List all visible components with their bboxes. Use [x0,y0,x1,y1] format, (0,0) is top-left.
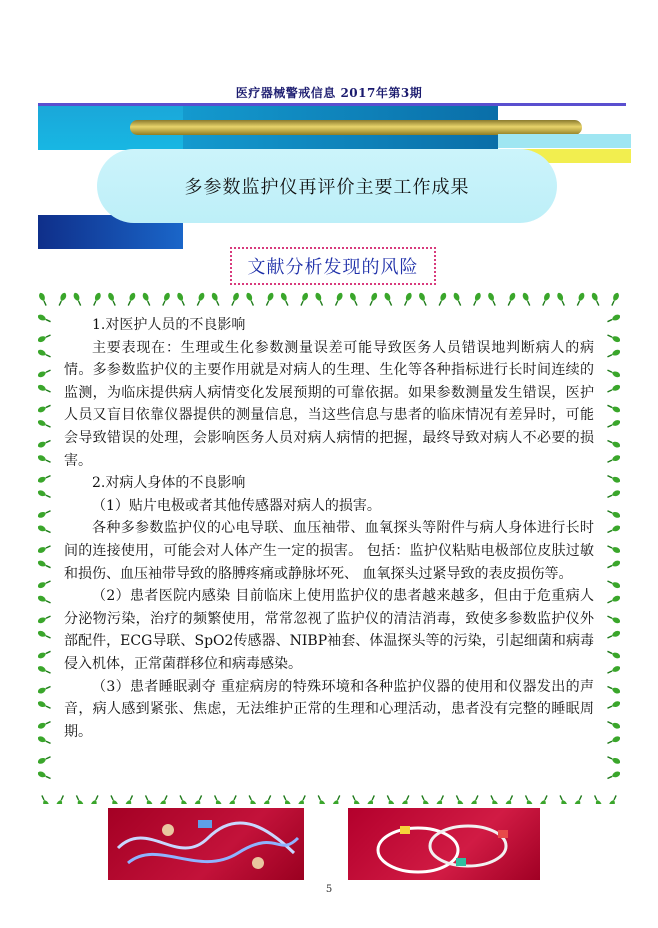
article-title-banner [97,149,557,223]
section-title: 文献分析发现的风险 [247,257,419,278]
body-paragraph: （3）患者睡眠剥夺 重症病房的特殊环境和各种监护仪器的使用和仪器发出的声音，病人感到紧张、焦虑，无法维护正常的生理和心理活动，患者没有完整的睡眠周期。 [64,678,594,740]
body-paragraph: 各种多参数监护仪的心电导联、血压袖带、血氧探头等附件与病人身体进行长时间的连接使用，可能会对人体产生一定的损害。 包括：监护仪粘贴电极部位皮肤过敏和损伤、血压袖带导致的胳膊疼痛或静脉坏死、 血氧探头过紧导致的表皮损伤等。 [64,520,594,582]
section-title-box [230,247,436,285]
monitor-accessories-photo-left [108,808,304,880]
monitor-accessories-photo-right [348,808,540,880]
body-paragraph: 主要表现在：生理或生化参数测量误差可能导致医务人员错误地判断病人的病情。多参数监护仪的主要作用就是对病人的生理、生化等各种指标进行长时间连续的监测，为临床提供病人病情变化发展预期的可靠依据。如果参数测量发生错误，医护人员又盲目依靠仪器提供的测量信息，当这些信息与患者的临床情况有差异时，可能会导致错误的处理，会影响医务人员对病人病情的把握，最终导致对病人不必要的损害。 [64,339,594,469]
article-title: 多参数监护仪再评价主要工作成果 [184,177,470,198]
body-paragraph: （2）患者医院内感染 目前临床上使用监护仪的患者越来越多，但由于危重病人分泌物污染，治疗的频繁使用，常常忽视了监护仪的清洁消毒，致使多参数监护仪外部配件，ECG导联、SpO2传感器、NIBP袖套、体温探头等的污染，引起细菌和病毒侵入机体，正常菌群移位和病毒感染。 [64,588,594,672]
journal-header: 医疗器械警戒信息 2017年第3期 [235,86,423,100]
page-number: 5 [325,884,333,895]
body-paragraph: 2.对病人身体的不良影响 [92,475,246,492]
article-body [64,314,594,743]
body-paragraph: 1.对医护人员的不良影响 [92,317,246,333]
body-paragraph: （1）贴片电极或者其他传感器对病人的损害。 [92,497,381,514]
banner-gold-bar [130,120,582,135]
banner-stripe-cyan [498,134,631,148]
